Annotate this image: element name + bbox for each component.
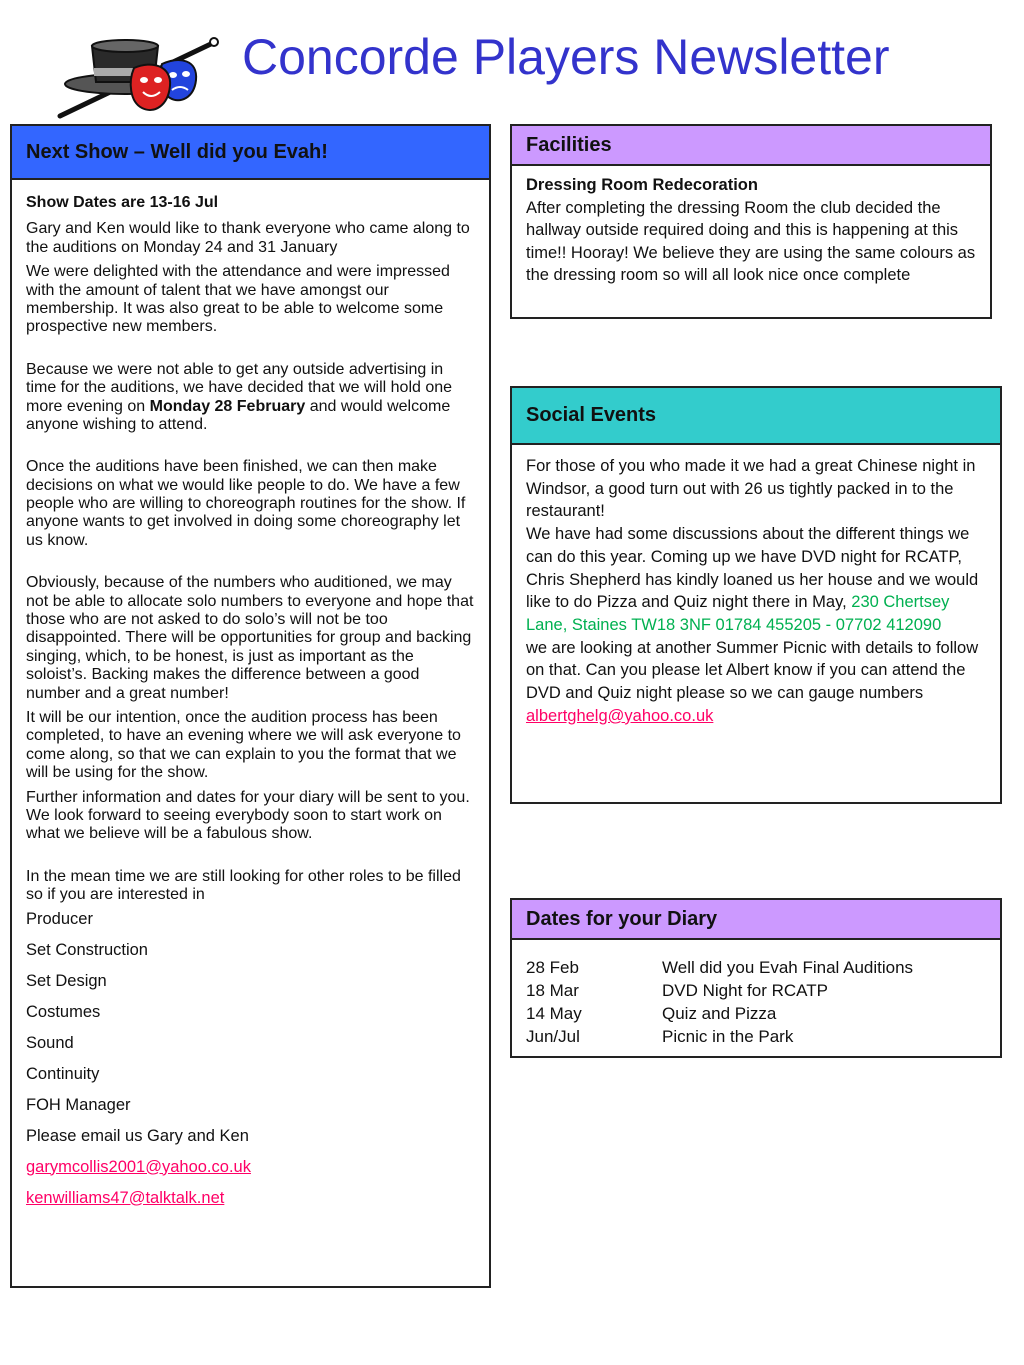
role-item: Continuity [26, 1064, 100, 1083]
email-link-albert[interactable]: albertghelg@yahoo.co.uk [526, 706, 714, 725]
diary-event: DVD Night for RCATP [662, 981, 828, 1000]
diary-panel [510, 898, 1002, 1058]
paragraph: Once the auditions have been finished, we can then make decisions on what we would like people to do. We have a few people who are willing to choreograph routines for the show. If anyone wants to get involved in doing some choreography let us know. [26, 458, 466, 549]
diary-date: 28 Feb [526, 958, 579, 977]
paragraph: we are looking at another Summer Picnic with details to follow on that. Can you please let Albert know if you can attend the DVD and Quiz night please so we can gauge numbers [526, 638, 979, 703]
next-show-heading: Next Show – Well did you Evah! [12, 126, 489, 180]
email-link-ken[interactable]: kenwilliams47@talktalk.net [26, 1188, 225, 1207]
diary-row [526, 1002, 986, 1025]
diary-date: 14 May [526, 1004, 582, 1023]
facilities-subheading: Dressing Room Redecoration [526, 176, 758, 194]
social-events-panel [510, 386, 1002, 804]
next-show-panel [10, 124, 491, 1288]
paragraph: Because we were not able to get any outside advertising in time for the auditions, we have decided that we will hold one more evening on Monday 28 February and would welcome anyone wishing to attend. [26, 360, 453, 433]
show-dates: Show Dates are 13-16 Jul [26, 194, 219, 211]
page-title: Concorde Players Newsletter [242, 29, 890, 85]
facilities-text: After completing the dressing Room the club decided the hallway outside required doing and this is happening at this time!! Hooray! We believe they are using the same colours as the dressing room so will all look nice once complete [526, 198, 976, 285]
paragraph: We were delighted with the attendance and were impressed with the amount of talent that we have amongst our membership. It was also great to be able to welcome some prospective new members. [26, 263, 450, 336]
diary-date: Jun/Jul [526, 1027, 580, 1046]
role-item: FOH Manager [26, 1095, 131, 1114]
role-item: Costumes [26, 1002, 101, 1021]
diary-row [526, 956, 986, 979]
diary-date: 18 Mar [526, 981, 579, 1000]
email-prompt: Please email us Gary and Ken [26, 1126, 249, 1145]
facilities-panel [510, 124, 992, 319]
diary-row [526, 1025, 986, 1048]
diary-row [526, 979, 986, 1002]
diary-event: Picnic in the Park [662, 1027, 794, 1046]
next-show-body [12, 180, 489, 1225]
role-item: Producer [26, 909, 93, 928]
theatre-masks-top-hat-logo [30, 28, 220, 120]
diary-event: Quiz and Pizza [662, 1004, 777, 1023]
facilities-body [512, 166, 990, 295]
address-text: 230 Chertsey Lane, Staines TW18 3NF 01784 455205 - 07702 412090 [526, 593, 950, 634]
paragraph: In the mean time we are still looking for other roles to be filled so if you are interested in [26, 867, 461, 904]
role-item: Set Construction [26, 940, 148, 959]
role-item: Set Design [26, 971, 107, 990]
audition-date: Monday 28 February [149, 397, 306, 415]
social-events-body [512, 445, 1000, 735]
facilities-heading: Facilities [512, 126, 990, 166]
diary-event: Well did you Evah Final Auditions [662, 958, 914, 977]
diary-body [512, 940, 1000, 1056]
paragraph: Further information and dates for your diary will be sent to you. We look forward to seeing everybody soon to start work on what we believe will be a fabulous show. [26, 788, 470, 843]
social-events-heading: Social Events [512, 388, 1000, 445]
role-item: Sound [26, 1033, 74, 1052]
diary-heading: Dates for your Diary [512, 900, 1000, 940]
paragraph: Gary and Ken would like to thank everyone who came along to the auditions on Monday 24 and 31 January [26, 220, 470, 256]
paragraph: It will be our intention, once the audition process has been completed, to have an evening where we will ask everyone to come along, so that we can explain to you the format that we will be using for the show. [26, 708, 461, 782]
paragraph: Obviously, because of the numbers who auditioned, we may not be able to allocate solo numbers to everyone and hope that those who are not asked to do solo’s will not be too disappointed. There will be opportunities for group and backing singing, which, to be honest, is just as important as the soloist’s. Backing makes the difference between a good number and a great number! [26, 574, 474, 702]
paragraph: For those of you who made it we had a great Chinese night in Windsor, a good turn out with 26 us tightly packed in to the restaurant! [526, 457, 976, 521]
email-link-gary[interactable]: garymcollis2001@yahoo.co.uk [26, 1157, 251, 1176]
paragraph: We have had some discussions about the different things we can do this year. Coming up we have DVD night for RCATP, Chris Shepherd has kindly loaned us her house and we would like to do Pizza and Quiz night there in May, 230 Chertsey Lane, Staines TW18 3NF 01784 455205 - 07702 412090 [526, 525, 979, 634]
